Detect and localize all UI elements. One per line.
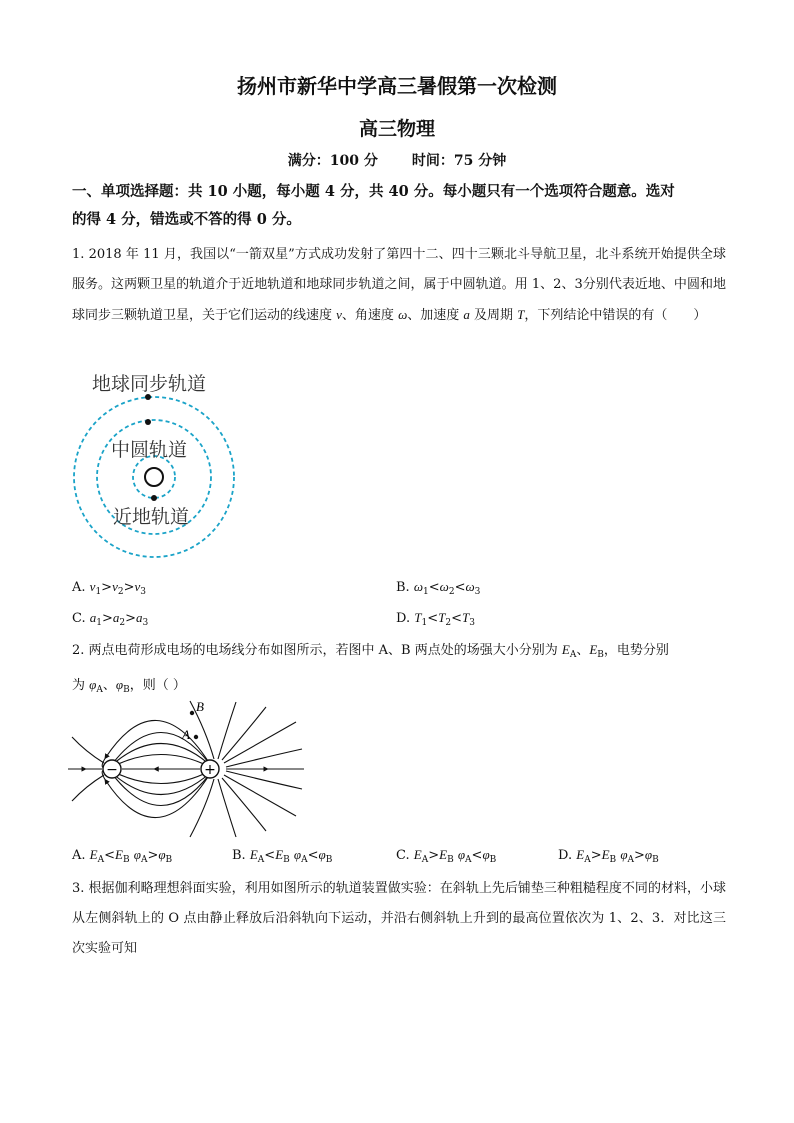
full-score: 满分：100 分	[287, 153, 378, 169]
subject-title: 高三物理	[358, 118, 435, 140]
section-heading-line1: 一、单项选择题：共 10 小题，每小题 4 分，共 40 分。每小题只有一个选项符合题意。选对	[72, 183, 675, 200]
q1-text-d: 及周期	[469, 308, 518, 323]
q2-line1: 2. 两点电荷形成电场的电场线分布如图所示，若图中 A、B 两点处的场强大小分别为 $E_A$、$E_B$，电势分别	[72, 642, 669, 660]
label-sync-orbit: 地球同步轨道	[92, 373, 207, 395]
section-heading	[72, 178, 732, 234]
q2-option-a[interactable]: A. $E_A<E_B$ $\varphi_A>\varphi_B$	[72, 847, 173, 865]
label-b: B	[196, 699, 204, 714]
field-line	[72, 775, 104, 801]
field-line	[226, 771, 302, 789]
earth	[145, 468, 163, 486]
q1-text-b: 、角速度	[341, 308, 399, 323]
field-line	[218, 702, 236, 759]
field-line-diagram	[66, 697, 306, 843]
field-line	[224, 722, 296, 763]
field-line	[226, 749, 302, 767]
q1-a: a	[463, 307, 470, 322]
svg-text:+: +	[204, 762, 216, 778]
exam-meta	[0, 150, 794, 170]
field-line	[112, 755, 210, 768]
q1-text-a: 1. 2018 年 11 月，我国以“一箭双星”方式成功发射了第四十二、四十三颗北斗导航卫星，北斗系统开始提供全球服务。这两颗卫星的轨道介于近地轨道和地球同步轨道之间，属于中圆轨道。用 1、2、3分别代表近地、中圆和地球同步三颗轨道卫星，关于它们运动的线速度	[72, 247, 726, 323]
point-b	[190, 711, 194, 715]
svg-text:−: −	[106, 762, 118, 778]
exam-title: 扬州市新华中学高三暑假第一次检测	[237, 74, 557, 98]
q1-omega: ω	[398, 307, 408, 322]
q2-option-b[interactable]: B. $E_A<E_B$ $\varphi_A<\varphi_B$	[232, 847, 333, 865]
orbit-diagram	[60, 362, 260, 572]
satellite-2	[145, 419, 151, 425]
question-3-text: 3. 根据伽利略理想斜面实验，利用如图所示的轨道装置做实验：在斜轨上先后铺垫三种粗糙程度不同的材料，小球从左侧斜轨上的 O 点由静止释放后沿斜轨向下运动，并沿右侧斜轨上升到的最高位置依次为 1、2、3．对比这三次实验可知	[72, 881, 726, 956]
q1-option-b[interactable]: B. $\omega_1<\omega_2<\omega_3$	[396, 579, 481, 597]
point-a	[194, 735, 198, 739]
section-heading-line2: 的得 4 分，错选或不答的得 0 分。	[72, 211, 301, 228]
field-line	[218, 779, 236, 837]
field-line	[112, 771, 210, 784]
label-a: A	[182, 727, 190, 742]
q2-option-c[interactable]: C. $E_A>E_B$ $\varphi_A<\varphi_B$	[396, 847, 497, 865]
satellite-1	[151, 495, 157, 501]
question-1-text	[72, 240, 726, 331]
q1-T: T	[517, 307, 525, 322]
q2-option-d[interactable]: D. $E_A>E_B$ $\varphi_A>\varphi_B$	[558, 847, 659, 865]
q1-option-d[interactable]: D. $T_1<T_2<T_3$	[396, 610, 475, 628]
q1-text-c: 、加速度	[407, 308, 464, 323]
field-line	[113, 775, 209, 806]
label-near-orbit: 近地轨道	[113, 506, 190, 528]
label-medium-orbit: 中圆轨道	[111, 439, 188, 461]
field-line	[190, 779, 214, 837]
field-line	[224, 775, 296, 816]
q1-text-e: ，下列结论中错误的有（ ）	[524, 308, 707, 323]
field-line	[72, 737, 104, 763]
q1-option-a[interactable]: A. $v_1>v_2>v_3$	[72, 579, 147, 597]
question-2-text	[72, 635, 726, 705]
q1-option-c[interactable]: C. $a_1>a_2>a_3$	[72, 610, 149, 628]
q2-line2: 为 $\varphi_A$、$\varphi_B$，则（ ）	[72, 677, 186, 695]
q1-v: v	[336, 307, 342, 322]
exam-time: 时间：75 分钟	[411, 153, 507, 169]
